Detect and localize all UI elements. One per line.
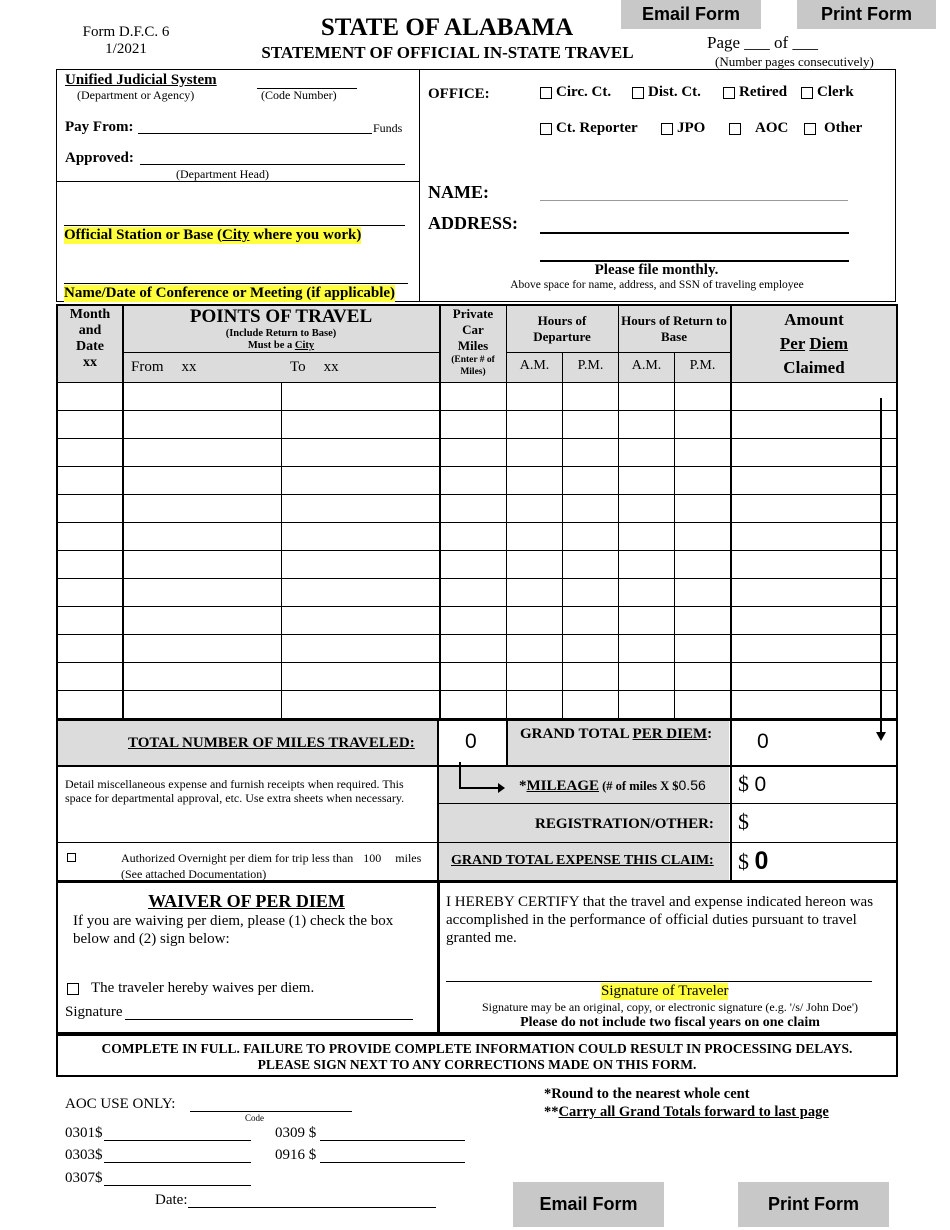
total-miles-label: TOTAL NUMBER OF MILES TRAVELED: xyxy=(128,735,415,751)
table-row[interactable] xyxy=(58,494,896,495)
table-row[interactable] xyxy=(58,466,896,467)
file-monthly-note: Please file monthly. xyxy=(594,262,719,278)
grand-expense-amount[interactable] xyxy=(738,847,768,876)
table-row[interactable] xyxy=(58,606,896,607)
c0303-label: 0303$ xyxy=(65,1147,103,1163)
address-label: ADDRESS: xyxy=(428,213,519,233)
per-diem-arrow-icon xyxy=(870,396,890,742)
date-label: Date: xyxy=(155,1192,188,1208)
grand-expense-label: GRAND TOTAL EXPENSE THIS CLAIM: xyxy=(451,853,714,868)
totals-divider-3 xyxy=(730,719,732,882)
total-miles-value[interactable]: 0 xyxy=(465,730,477,753)
c0301-label: 0301$ xyxy=(65,1125,103,1141)
office-opt-other[interactable] xyxy=(804,120,862,137)
traveler-signature-label: Signature of Traveler xyxy=(601,983,729,999)
overnight-miles: 100 xyxy=(363,851,382,865)
station-field[interactable] xyxy=(64,225,405,226)
totals-divider-2 xyxy=(506,719,508,765)
office-opt-jpo[interactable] xyxy=(661,120,705,137)
grand-expense-value: 0 xyxy=(754,847,769,875)
round-note: *Round to the nearest whole cent xyxy=(544,1086,750,1102)
amount-word: Amount xyxy=(784,310,844,329)
station-label-b: where you work) xyxy=(249,227,362,243)
mileage-detail: (# of miles X $ xyxy=(599,779,679,793)
overnight-doc: (See attached Documentation) xyxy=(121,867,267,881)
office-opt-clerk[interactable] xyxy=(801,84,854,101)
private-car-header xyxy=(440,306,506,378)
waiver-title: WAIVER OF PER DIEM xyxy=(148,891,345,911)
overnight-text-b: miles xyxy=(395,851,422,865)
month-word: Month xyxy=(69,307,111,322)
c0303-field[interactable] xyxy=(104,1162,251,1163)
c0916-label: 0916 $ xyxy=(275,1147,317,1163)
totals-line-2 xyxy=(437,803,896,804)
private-word: Private xyxy=(452,306,494,321)
from-label: From xyxy=(131,359,164,375)
clerk-label: Clerk xyxy=(817,84,854,100)
retired-label: Retired xyxy=(739,84,788,100)
c0307-field[interactable] xyxy=(104,1185,251,1186)
aoc-use-label: AOC USE ONLY: xyxy=(65,1096,176,1112)
dep-am-header: A.M. xyxy=(519,358,550,373)
overnight-checkbox[interactable] xyxy=(67,853,76,862)
pay-from-label: Pay From: xyxy=(65,119,134,135)
claimed-word: Claimed xyxy=(783,358,845,377)
print-form-button-bottom[interactable]: Print Form xyxy=(738,1182,889,1227)
points-sub2 xyxy=(123,340,439,352)
office-opt-retired[interactable] xyxy=(723,84,787,101)
table-row[interactable] xyxy=(58,410,896,411)
hours-return-header: Hours of Return to Base xyxy=(621,313,727,344)
table-row[interactable] xyxy=(58,522,896,523)
station-label xyxy=(64,227,361,244)
mileage-amount[interactable] xyxy=(738,771,766,797)
department-name: Unified Judicial System xyxy=(65,72,217,88)
ret-pm-header: P.M. xyxy=(689,358,716,373)
carry-text: Carry all Grand Totals forward to last page xyxy=(558,1104,829,1120)
table-row[interactable] xyxy=(58,690,896,691)
certify-text: I HEREBY CERTIFY that the travel and expense indicated hereon was accomplished in the performance of official duties pursuant to travel granted me. xyxy=(446,894,874,946)
form-id xyxy=(70,24,182,58)
mileage-word: MILEAGE xyxy=(526,778,600,794)
amount-header xyxy=(732,308,896,380)
totals-divider-1 xyxy=(437,719,439,882)
dist-ct-label: Dist. Ct. xyxy=(648,84,701,100)
diem-word: Diem xyxy=(809,334,849,353)
dep-pm-header: P.M. xyxy=(577,358,604,373)
dist-ct-checkbox[interactable] xyxy=(632,87,644,99)
aoc-label: AOC xyxy=(755,120,789,136)
clerk-checkbox[interactable] xyxy=(801,87,813,99)
c0916-field[interactable] xyxy=(320,1162,465,1163)
from-xx: xx xyxy=(181,359,197,375)
per-word: Per xyxy=(779,334,806,353)
waiver-signature-field[interactable] xyxy=(125,1019,413,1020)
overnight-text-a: Authorized Overnight per diem for trip less than xyxy=(121,851,354,865)
page-number-field[interactable]: Page ___ of ___ xyxy=(707,33,818,52)
email-form-button-bottom[interactable]: Email Form xyxy=(513,1182,664,1227)
approved-field[interactable] xyxy=(140,164,405,165)
grand-per-diem-label: GRAND TOTAL PER DIEM: xyxy=(520,726,713,742)
c0307-label: 0307$ xyxy=(65,1170,103,1186)
enter-miles-note: (Enter # of Miles) xyxy=(451,355,495,377)
date-field[interactable] xyxy=(188,1207,436,1208)
station-city: City xyxy=(222,227,250,243)
c0309-label: 0309 $ xyxy=(275,1125,317,1141)
points-header xyxy=(123,306,439,352)
grand-per-diem-value[interactable]: 0 xyxy=(757,730,769,753)
aoc-code-label: Code xyxy=(245,1113,264,1123)
fiscal-note: Please do not include two fiscal years on one claim xyxy=(520,1015,820,1030)
ret-am-header: A.M. xyxy=(631,358,662,373)
registration-label: REGISTRATION/OTHER: xyxy=(535,816,714,832)
waiver-checkbox-label: The traveler hereby waives per diem. xyxy=(91,980,315,996)
totals-line-3 xyxy=(58,842,896,843)
to-xx: xx xyxy=(323,359,339,375)
print-form-button[interactable]: Print Form xyxy=(797,0,936,29)
signature-note: Signature may be an original, copy, or electronic signature (e.g. '/s/ John Doe') xyxy=(481,1000,859,1014)
mileage-value: 0 xyxy=(754,773,767,796)
mileage-star: * xyxy=(519,778,527,794)
waiver-signature-label: Signature xyxy=(65,1004,123,1020)
grand-expense-text: GRAND TOTAL EXPENSE THIS CLAIM xyxy=(451,853,710,868)
form-date: 1/2021 xyxy=(105,41,147,57)
space-note: Above space for name, address, and SSN of traveling employee xyxy=(510,279,804,291)
miles-word: Miles xyxy=(457,338,489,353)
office-opt-dist[interactable] xyxy=(632,84,701,101)
notice-line-1: COMPLETE IN FULL. FAILURE TO PROVIDE COMPLETE INFORMATION COULD RESULT IN PROCESSING DELAYS. xyxy=(101,1041,853,1056)
pay-from-field[interactable] xyxy=(138,133,372,134)
c0301-field[interactable] xyxy=(104,1140,251,1141)
per-diem-word: PER DIEM xyxy=(632,726,708,742)
ct-reporter-label: Ct. Reporter xyxy=(556,120,638,136)
funds-label: Funds xyxy=(373,121,403,135)
office-opt-circ[interactable] xyxy=(540,84,611,101)
table-row[interactable] xyxy=(58,438,896,439)
approved-label: Approved: xyxy=(65,150,134,166)
c0309-field[interactable] xyxy=(320,1140,465,1141)
car-word: Car xyxy=(462,322,484,337)
department-label: (Department or Agency) xyxy=(77,88,195,102)
mileage-arrow-icon xyxy=(456,760,506,794)
top-divider xyxy=(419,69,420,302)
points-sub2-b: City xyxy=(294,340,315,351)
aoc-code-field[interactable] xyxy=(190,1111,352,1112)
dept-head-label: (Department Head) xyxy=(176,167,269,181)
points-sub2-a: Must be a xyxy=(247,340,295,351)
office-opt-reporter[interactable] xyxy=(540,120,638,137)
other-label: Other xyxy=(824,120,863,136)
email-form-button[interactable]: Email Form xyxy=(621,0,761,29)
month-date-header xyxy=(58,307,122,371)
other-checkbox[interactable] xyxy=(804,123,816,135)
to-header xyxy=(290,359,339,376)
jpo-label: JPO xyxy=(677,120,706,136)
carry-note xyxy=(544,1104,829,1121)
conference-label: Name/Date of Conference or Meeting (if applicable) xyxy=(64,285,396,301)
grand-total-word: GRAND TOTAL xyxy=(520,726,633,742)
total-miles-text: TOTAL NUMBER OF MILES TRAVELED xyxy=(128,735,410,751)
header-mid-line xyxy=(123,352,439,353)
page-number-note: (Number pages consecutively) xyxy=(715,54,874,69)
notice-line-2: PLEASE SIGN NEXT TO ANY CORRECTIONS MADE ON THIS FORM. xyxy=(257,1057,697,1072)
table-row[interactable] xyxy=(58,550,896,551)
traveler-signature-field[interactable] xyxy=(446,981,872,982)
hours-departure-header: Hours of Departure xyxy=(533,313,591,344)
waiver-checkbox-row[interactable] xyxy=(67,980,314,997)
table-row[interactable] xyxy=(58,634,896,635)
notice-text xyxy=(58,1041,896,1073)
circ-ct-checkbox[interactable] xyxy=(540,87,552,99)
col-line-6 xyxy=(674,352,675,718)
mileage-label xyxy=(519,777,706,795)
circ-ct-label: Circ. Ct. xyxy=(556,84,612,100)
station-label-a: Official Station or Base ( xyxy=(64,227,223,243)
office-opt-aoc[interactable] xyxy=(729,120,788,137)
overnight-option[interactable] xyxy=(67,849,80,864)
misc-expense-note: Detail miscellaneous expense and furnish receipts when required. This space for departmental approval, etc. Use extra sheets when necessary. xyxy=(65,777,405,805)
month-xx: xx xyxy=(83,355,97,370)
page-subtitle: STATEMENT OF OFFICIAL IN-STATE TRAVEL xyxy=(261,43,634,62)
points-sub1: (Include Return to Base) xyxy=(225,328,337,339)
points-title: POINTS OF TRAVEL xyxy=(189,306,373,327)
table-row[interactable] xyxy=(58,578,896,579)
table-row[interactable] xyxy=(58,662,896,663)
name-field[interactable] xyxy=(540,200,848,201)
overnight-text xyxy=(121,851,421,866)
ct-reporter-checkbox[interactable] xyxy=(540,123,552,135)
form-number: Form D.F.C. 6 xyxy=(82,24,170,40)
registration-amount[interactable]: $ xyxy=(738,809,749,834)
date-word: Date xyxy=(76,339,104,354)
office-label: OFFICE: xyxy=(428,86,490,102)
mileage-dollar: $ xyxy=(738,771,749,796)
jpo-checkbox[interactable] xyxy=(661,123,673,135)
waiver-checkbox[interactable] xyxy=(67,983,79,995)
grand-expense-dollar: $ xyxy=(738,849,749,874)
code-number-label: (Code Number) xyxy=(261,88,337,102)
col-line-4 xyxy=(562,352,563,718)
carry-star: ** xyxy=(544,1104,559,1120)
and-word: and xyxy=(78,323,102,338)
address-field-1[interactable] xyxy=(540,232,849,234)
waiver-text: If you are waiving per diem, please (1) check the box below and (2) sign below: xyxy=(73,913,394,947)
to-label: To xyxy=(290,359,306,375)
page-title: STATE OF ALABAMA xyxy=(320,14,574,41)
from-header xyxy=(131,359,197,376)
header-bottom-line xyxy=(58,382,896,383)
name-label: NAME: xyxy=(428,182,489,202)
col-line-1 xyxy=(122,306,124,718)
mileage-rate: 0.56 xyxy=(678,777,706,793)
conference-field[interactable] xyxy=(64,283,408,284)
header-mid-line-hours xyxy=(506,352,730,353)
aoc-checkbox[interactable] xyxy=(729,123,741,135)
retired-checkbox[interactable] xyxy=(723,87,735,99)
